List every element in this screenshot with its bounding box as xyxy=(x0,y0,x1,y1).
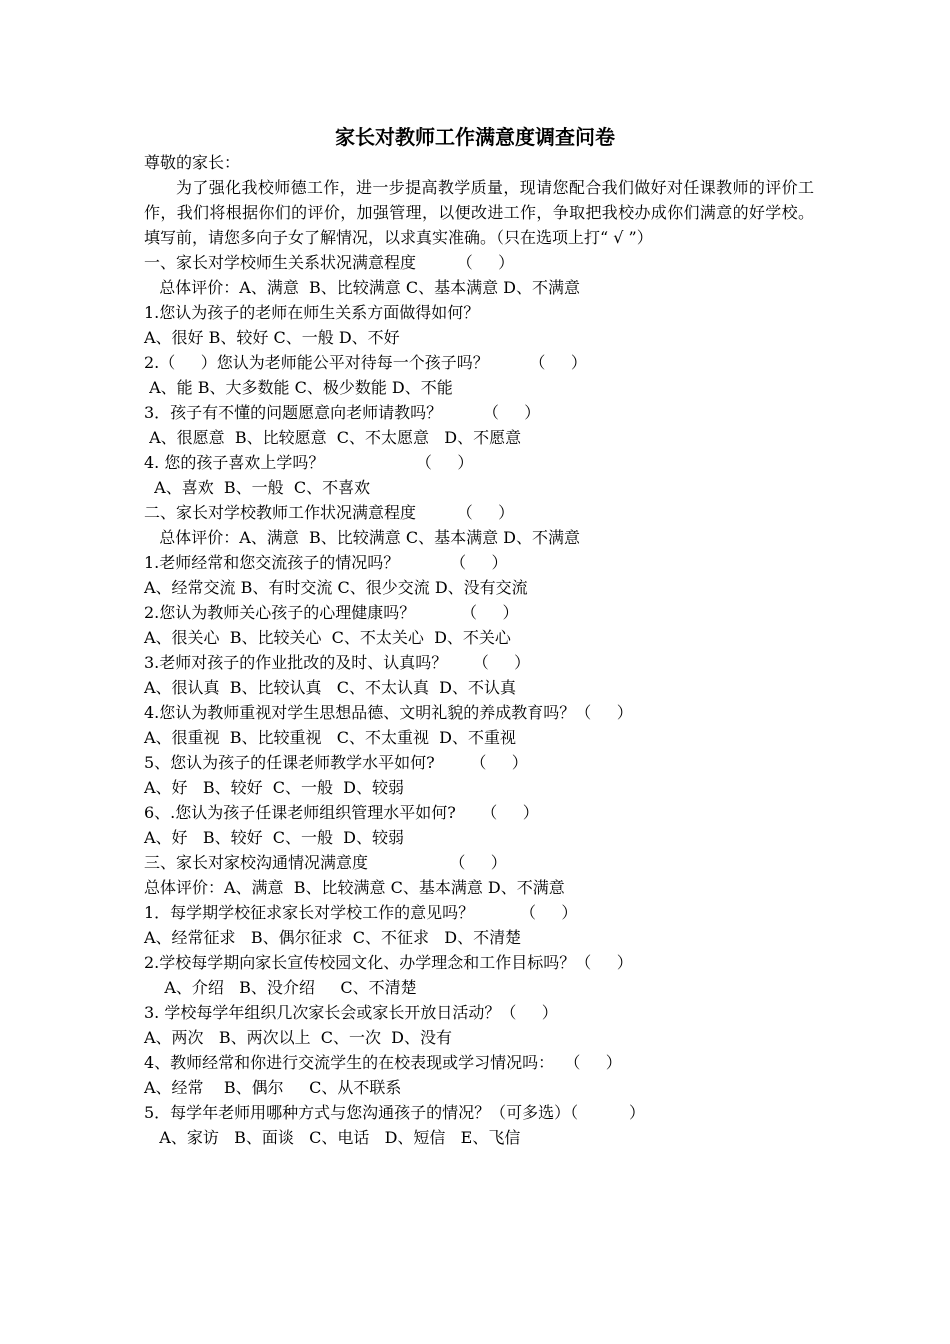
page-title: 家长对教师工作满意度调查问卷 xyxy=(335,125,615,149)
question-3-1: 1．每学期学校征求家长对学校工作的意见吗？ （ ） xyxy=(144,903,578,922)
options-2-5: A、好 B、较好 C、一般 D、较弱 xyxy=(144,778,404,797)
options-3-3: A、两次 B、两次以上 C、一次 D、没有 xyxy=(144,1028,452,1047)
section-1-heading: 一、家长对学校师生关系状况满意程度 （ ） xyxy=(144,253,515,272)
options-1-1: A、很好 B、较好 C、一般 D、不好 xyxy=(144,328,400,347)
question-2-5: 5、您认为孩子的任课老师教学水平如何? （ ） xyxy=(144,753,528,772)
question-2-3: 3.老师对孩子的作业批改的及时、认真吗？ （ ） xyxy=(144,653,531,672)
section-1-overall-rating: 总体评价：A、满意 B、比较满意 C、基本满意 D、不满意 xyxy=(144,278,580,297)
options-2-2: A、很关心 B、比较关心 C、不太关心 D、不关心 xyxy=(144,628,511,647)
question-2-2: 2.您认为教师关心孩子的心理健康吗？ （ ） xyxy=(144,603,519,622)
section-3-overall-rating: 总体评价：A、满意 B、比较满意 C、基本满意 D、不满意 xyxy=(144,878,565,897)
section-2-overall-rating: 总体评价：A、满意 B、比较满意 C、基本满意 D、不满意 xyxy=(144,528,580,547)
question-3-2: 2.学校每学期向家长宣传校园文化、办学理念和工作目标吗？（ ） xyxy=(144,953,633,972)
question-1-3: 3．孩子有不懂的问题愿意向老师请教吗？ （ ） xyxy=(144,403,541,422)
question-1-4: 4. 您的孩子喜欢上学吗？ （ ） xyxy=(144,453,474,472)
greeting: 尊敬的家长： xyxy=(144,153,241,172)
question-3-5: 5．每学年老师用哪种方式与您沟通孩子的情况？（可多选）（ ） xyxy=(144,1103,646,1122)
intro-wrapper xyxy=(144,175,814,250)
options-3-5: A、家访 B、面谈 C、电话 D、短信 E、飞信 xyxy=(144,1128,521,1147)
options-1-2: A、能 B、大多数能 C、极少数能 D、不能 xyxy=(144,378,453,397)
options-3-2: A、介绍 B、没介绍 C、不清楚 xyxy=(144,978,417,997)
options-2-3: A、很认真 B、比较认真 C、不太认真 D、不认真 xyxy=(144,678,516,697)
options-3-1: A、经常征求 B、偶尔征求 C、不征求 D、不清楚 xyxy=(144,928,522,947)
question-2-1: 1.老师经常和您交流孩子的情况吗？ （ ） xyxy=(144,553,508,572)
intro-paragraph: 为了强化我校师德工作，进一步提高教学质量，现请您配合我们做好对任课教师的评价工作，我们将根据你们的评价，加强管理，以便改进工作，争取把我校办成你们满意的好学校。填写前，请您多向子女了解情况，以求真实准确。（只在选项上打“ √ ”） xyxy=(144,178,814,247)
section-3-heading: 三、家长对家校沟通情况满意度 （ ） xyxy=(144,853,507,872)
question-1-2: 2.（ ）您认为老师能公平对待每一个孩子吗？ （ ） xyxy=(144,353,587,372)
options-2-1: A、经常交流 B、有时交流 C、很少交流 D、没有交流 xyxy=(144,578,528,597)
options-1-3: A、很愿意 B、比较愿意 C、不太愿意 D、不愿意 xyxy=(144,428,522,447)
question-1-1: 1.您认为孩子的老师在师生关系方面做得如何？ xyxy=(144,303,480,322)
options-1-4: A、喜欢 B、一般 C、不喜欢 xyxy=(144,478,371,497)
section-2-heading: 二、家长对学校教师工作状况满意程度 （ ） xyxy=(144,503,515,522)
options-3-4: A、经常 B、偶尔 C、从不联系 xyxy=(144,1078,402,1097)
document-body xyxy=(144,150,814,1150)
question-3-4: 4、教师经常和你进行交流学生的在校表现或学习情况吗： （ ） xyxy=(144,1053,622,1072)
question-3-3: 3. 学校每学年组织几次家长会或家长开放日活动？（ ） xyxy=(144,1003,558,1022)
options-2-6: A、好 B、较好 C、一般 D、较弱 xyxy=(144,828,404,847)
options-2-4: A、很重视 B、比较重视 C、不太重视 D、不重视 xyxy=(144,728,516,747)
question-2-6: 6、.您认为孩子任课老师组织管理水平如何? （ ） xyxy=(144,803,539,822)
question-2-4: 4.您认为教师重视对学生思想品德、文明礼貌的养成教育吗？（ ） xyxy=(144,703,633,722)
